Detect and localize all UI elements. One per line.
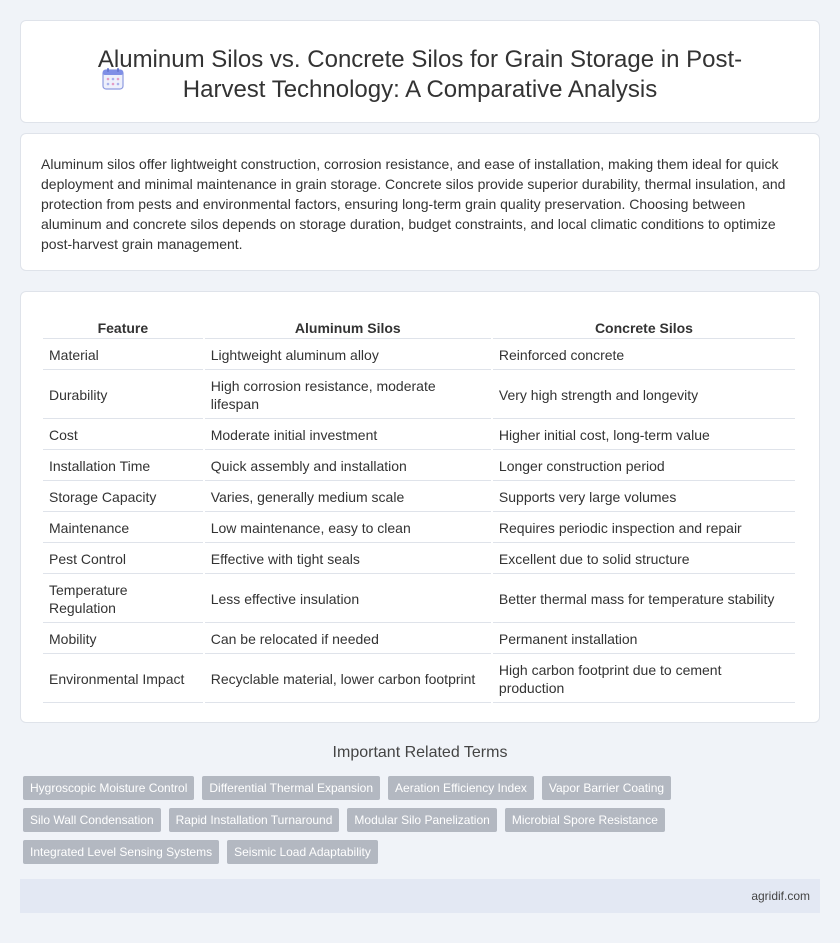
feature-cell: Temperature Regulation — [43, 576, 203, 623]
table-row — [43, 372, 795, 419]
related-term-tag[interactable]: Modular Silo Panelization — [347, 808, 496, 832]
table-row — [43, 483, 795, 512]
concrete-cell: Permanent installation — [493, 625, 795, 654]
concrete-cell: Longer construction period — [493, 452, 795, 481]
title-card — [20, 20, 820, 123]
feature-cell: Environmental Impact — [43, 656, 203, 703]
aluminum-cell: Effective with tight seals — [205, 545, 491, 574]
column-header-concrete: Concrete Silos — [493, 316, 795, 339]
related-term-tag[interactable]: Seismic Load Adaptability — [227, 840, 378, 864]
aluminum-cell: High corrosion resistance, moderate lifespan — [205, 372, 491, 419]
table-row — [43, 341, 795, 370]
aluminum-cell: Low maintenance, easy to clean — [205, 514, 491, 543]
aluminum-cell: Recyclable material, lower carbon footprint — [205, 656, 491, 703]
table-row — [43, 625, 795, 654]
table-row — [43, 514, 795, 543]
table-row — [43, 452, 795, 481]
table-row — [43, 421, 795, 450]
concrete-cell: High carbon footprint due to cement production — [493, 656, 795, 703]
column-header-feature: Feature — [43, 316, 203, 339]
related-term-tag[interactable]: Differential Thermal Expansion — [202, 776, 380, 800]
related-term-tag[interactable]: Integrated Level Sensing Systems — [23, 840, 219, 864]
aluminum-cell: Varies, generally medium scale — [205, 483, 491, 512]
related-terms-list — [23, 776, 723, 864]
feature-cell: Mobility — [43, 625, 203, 654]
related-term-tag[interactable]: Aeration Efficiency Index — [388, 776, 534, 800]
table-row — [43, 545, 795, 574]
feature-cell: Maintenance — [43, 514, 203, 543]
footer-site-link[interactable]: agridif.com — [751, 889, 810, 903]
summary-text: Aluminum silos offer lightweight construction, corrosion resistance, and ease of installation, making them ideal for quick deployment and minimal maintenance in grain storage. Concrete silos provide superior durability, thermal insulation, and protection from pests and environmental factors, ensuring long-term grain quality preservation. Choosing between aluminum and concrete silos depends on storage duration, budget constraints, and local climatic conditions to optimize post-harvest grain management. — [41, 156, 786, 252]
related-term-tag[interactable]: Vapor Barrier Coating — [542, 776, 671, 800]
comparison-table-card — [20, 291, 820, 723]
footer — [20, 879, 820, 913]
feature-cell: Pest Control — [43, 545, 203, 574]
related-term-tag[interactable]: Hygroscopic Moisture Control — [23, 776, 194, 800]
aluminum-cell: Lightweight aluminum alloy — [205, 341, 491, 370]
concrete-cell: Higher initial cost, long-term value — [493, 421, 795, 450]
feature-cell: Installation Time — [43, 452, 203, 481]
related-terms-title: Important Related Terms — [332, 744, 508, 761]
aluminum-cell: Quick assembly and installation — [205, 452, 491, 481]
aluminum-cell: Less effective insulation — [205, 576, 491, 623]
comparison-table — [41, 314, 797, 705]
related-term-tag[interactable]: Rapid Installation Turnaround — [169, 808, 340, 832]
concrete-cell: Reinforced concrete — [493, 341, 795, 370]
table-row — [43, 656, 795, 703]
feature-cell: Durability — [43, 372, 203, 419]
aluminum-cell: Moderate initial investment — [205, 421, 491, 450]
aluminum-cell: Can be relocated if needed — [205, 625, 491, 654]
table-header-row — [43, 316, 795, 339]
feature-cell: Cost — [43, 421, 203, 450]
related-term-tag[interactable]: Microbial Spore Resistance — [505, 808, 665, 832]
feature-cell: Material — [43, 341, 203, 370]
table-row — [43, 576, 795, 623]
concrete-cell: Supports very large volumes — [493, 483, 795, 512]
concrete-cell: Requires periodic inspection and repair — [493, 514, 795, 543]
column-header-aluminum: Aluminum Silos — [205, 316, 491, 339]
feature-cell: Storage Capacity — [43, 483, 203, 512]
related-term-tag[interactable]: Silo Wall Condensation — [23, 808, 161, 832]
concrete-cell: Very high strength and longevity — [493, 372, 795, 419]
summary-card — [20, 133, 820, 271]
concrete-cell: Excellent due to solid structure — [493, 545, 795, 574]
page-title: Aluminum Silos vs. Concrete Silos for Grain Storage in Post-Harvest Technology: A Comparative Analysis — [97, 46, 743, 103]
concrete-cell: Better thermal mass for temperature stability — [493, 576, 795, 623]
